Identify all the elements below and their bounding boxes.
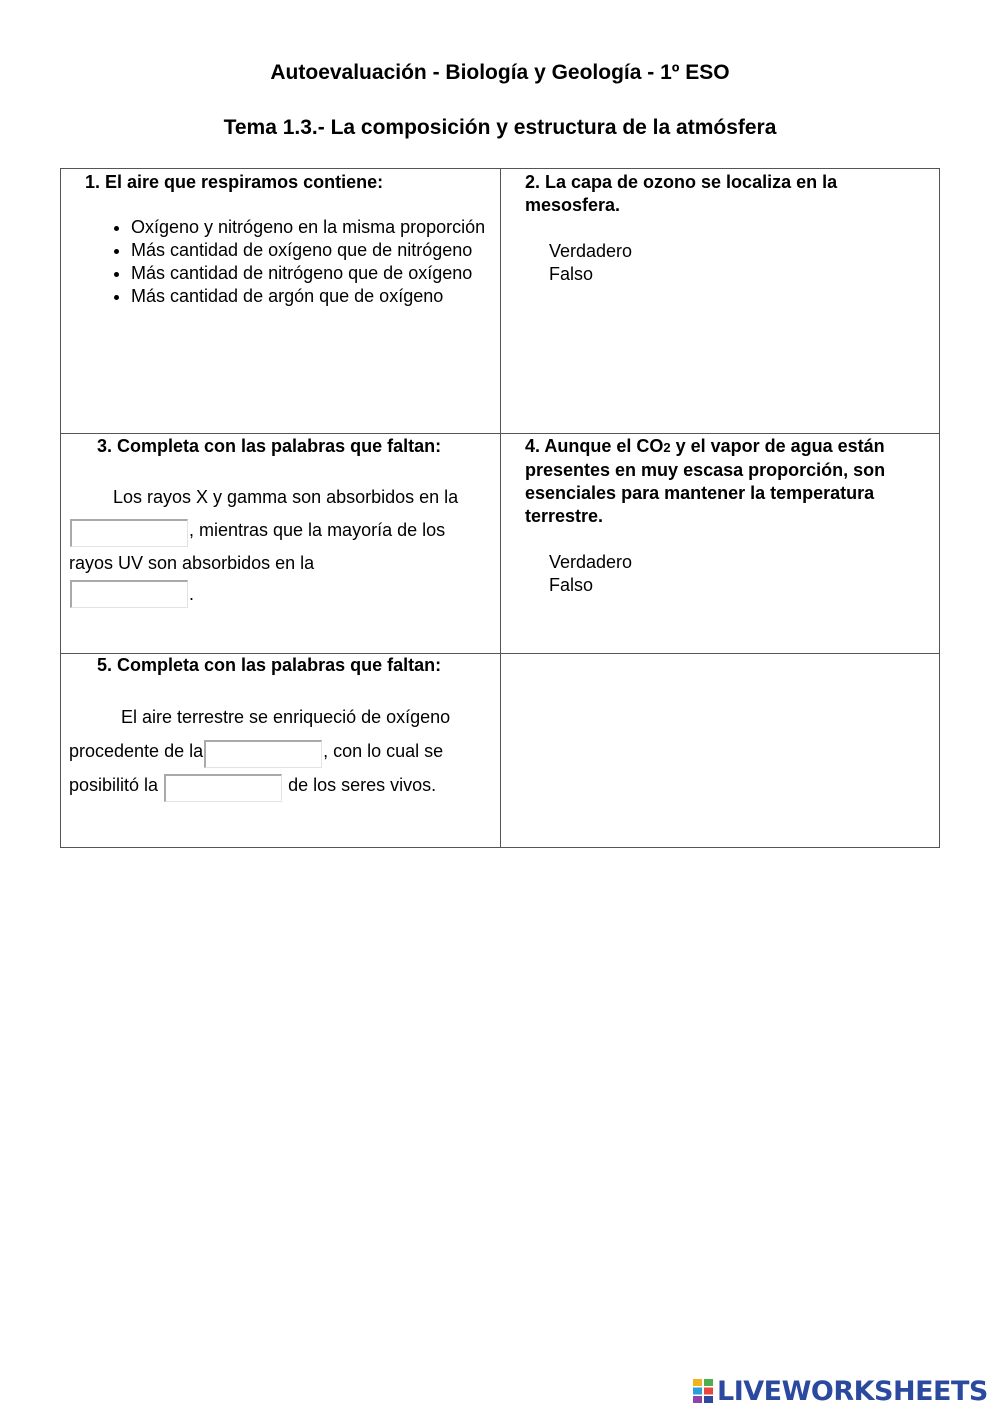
question-3-cell (69, 435, 494, 608)
option-falso[interactable]: Falso (549, 264, 594, 284)
question-1-cell (85, 171, 495, 308)
question-4-cell (525, 435, 935, 597)
question-1-option[interactable]: • Más cantidad de nitrógeno que de oxígeno (131, 262, 491, 285)
option-falso[interactable]: Falso (549, 575, 594, 595)
question-5-text-part: , con lo cual se posibilitó la (69, 741, 444, 795)
question-3-paragraph-end (69, 580, 494, 608)
subscript-2: 2 (663, 440, 671, 455)
question-4-options (549, 551, 935, 597)
option-verdadero[interactable]: Verdadero (549, 241, 633, 261)
question-1-option[interactable]: • Oxígeno y nitrógeno en la misma proporción (131, 216, 491, 239)
question-4-text-part: 4. Aunque el CO (525, 436, 664, 456)
worksheet-table (60, 168, 940, 848)
question-5-text-part: El aire terrestre se enriqueció de oxígeno procedente de la (69, 707, 451, 761)
question-1-text: 1. El aire que respiramos contiene: (85, 172, 384, 192)
answer-blank-4[interactable] (164, 774, 282, 802)
option-verdadero[interactable]: Verdadero (549, 552, 633, 572)
answer-blank-2[interactable] (70, 580, 188, 608)
row-divider (61, 433, 939, 434)
question-2-cell (525, 171, 935, 286)
question-4-text (525, 435, 935, 528)
liveworksheets-logo-text: LIVEWORKSHEETS (717, 1375, 988, 1407)
answer-blank-1[interactable] (70, 519, 188, 547)
liveworksheets-logo-icon (693, 1379, 713, 1403)
question-5-cell (69, 654, 494, 802)
question-2-options (549, 240, 935, 286)
question-3-text: 3. Completa con las palabras que faltan: (97, 436, 442, 456)
page-title: Autoevaluación - Biología y Geología - 1º ESO (270, 61, 730, 84)
question-2-text: 2. La capa de ozono se localiza en la mesosfera. (525, 172, 838, 215)
liveworksheets-logo (693, 1376, 988, 1406)
question-5-text-part: de los seres vivos. (288, 775, 437, 795)
question-3-text-part: , mientras que la mayoría de los rayos UV son absorbidos en la (69, 520, 446, 573)
question-5-text: 5. Completa con las palabras que faltan: (97, 655, 442, 675)
column-divider (500, 169, 501, 847)
question-1-option[interactable]: • Más cantidad de oxígeno que de nitrógeno (131, 239, 491, 262)
question-1-option[interactable]: • Más cantidad de argón que de oxígeno (131, 285, 491, 308)
question-1-options (85, 216, 491, 308)
question-3-paragraph (69, 481, 494, 580)
question-4-text-part: y el vapor de agua están presentes en muy escasa proporción, son esenciales para mantener la temperatura terrestre. (525, 436, 886, 526)
question-3-text-part: Los rayos X y gamma son absorbidos en la (113, 487, 459, 507)
page-subtitle: Tema 1.3.- La composición y estructura de la atmósfera (223, 116, 777, 139)
question-5-paragraph (69, 700, 491, 802)
answer-blank-3[interactable] (204, 740, 322, 768)
question-3-text-part: . (189, 584, 195, 604)
